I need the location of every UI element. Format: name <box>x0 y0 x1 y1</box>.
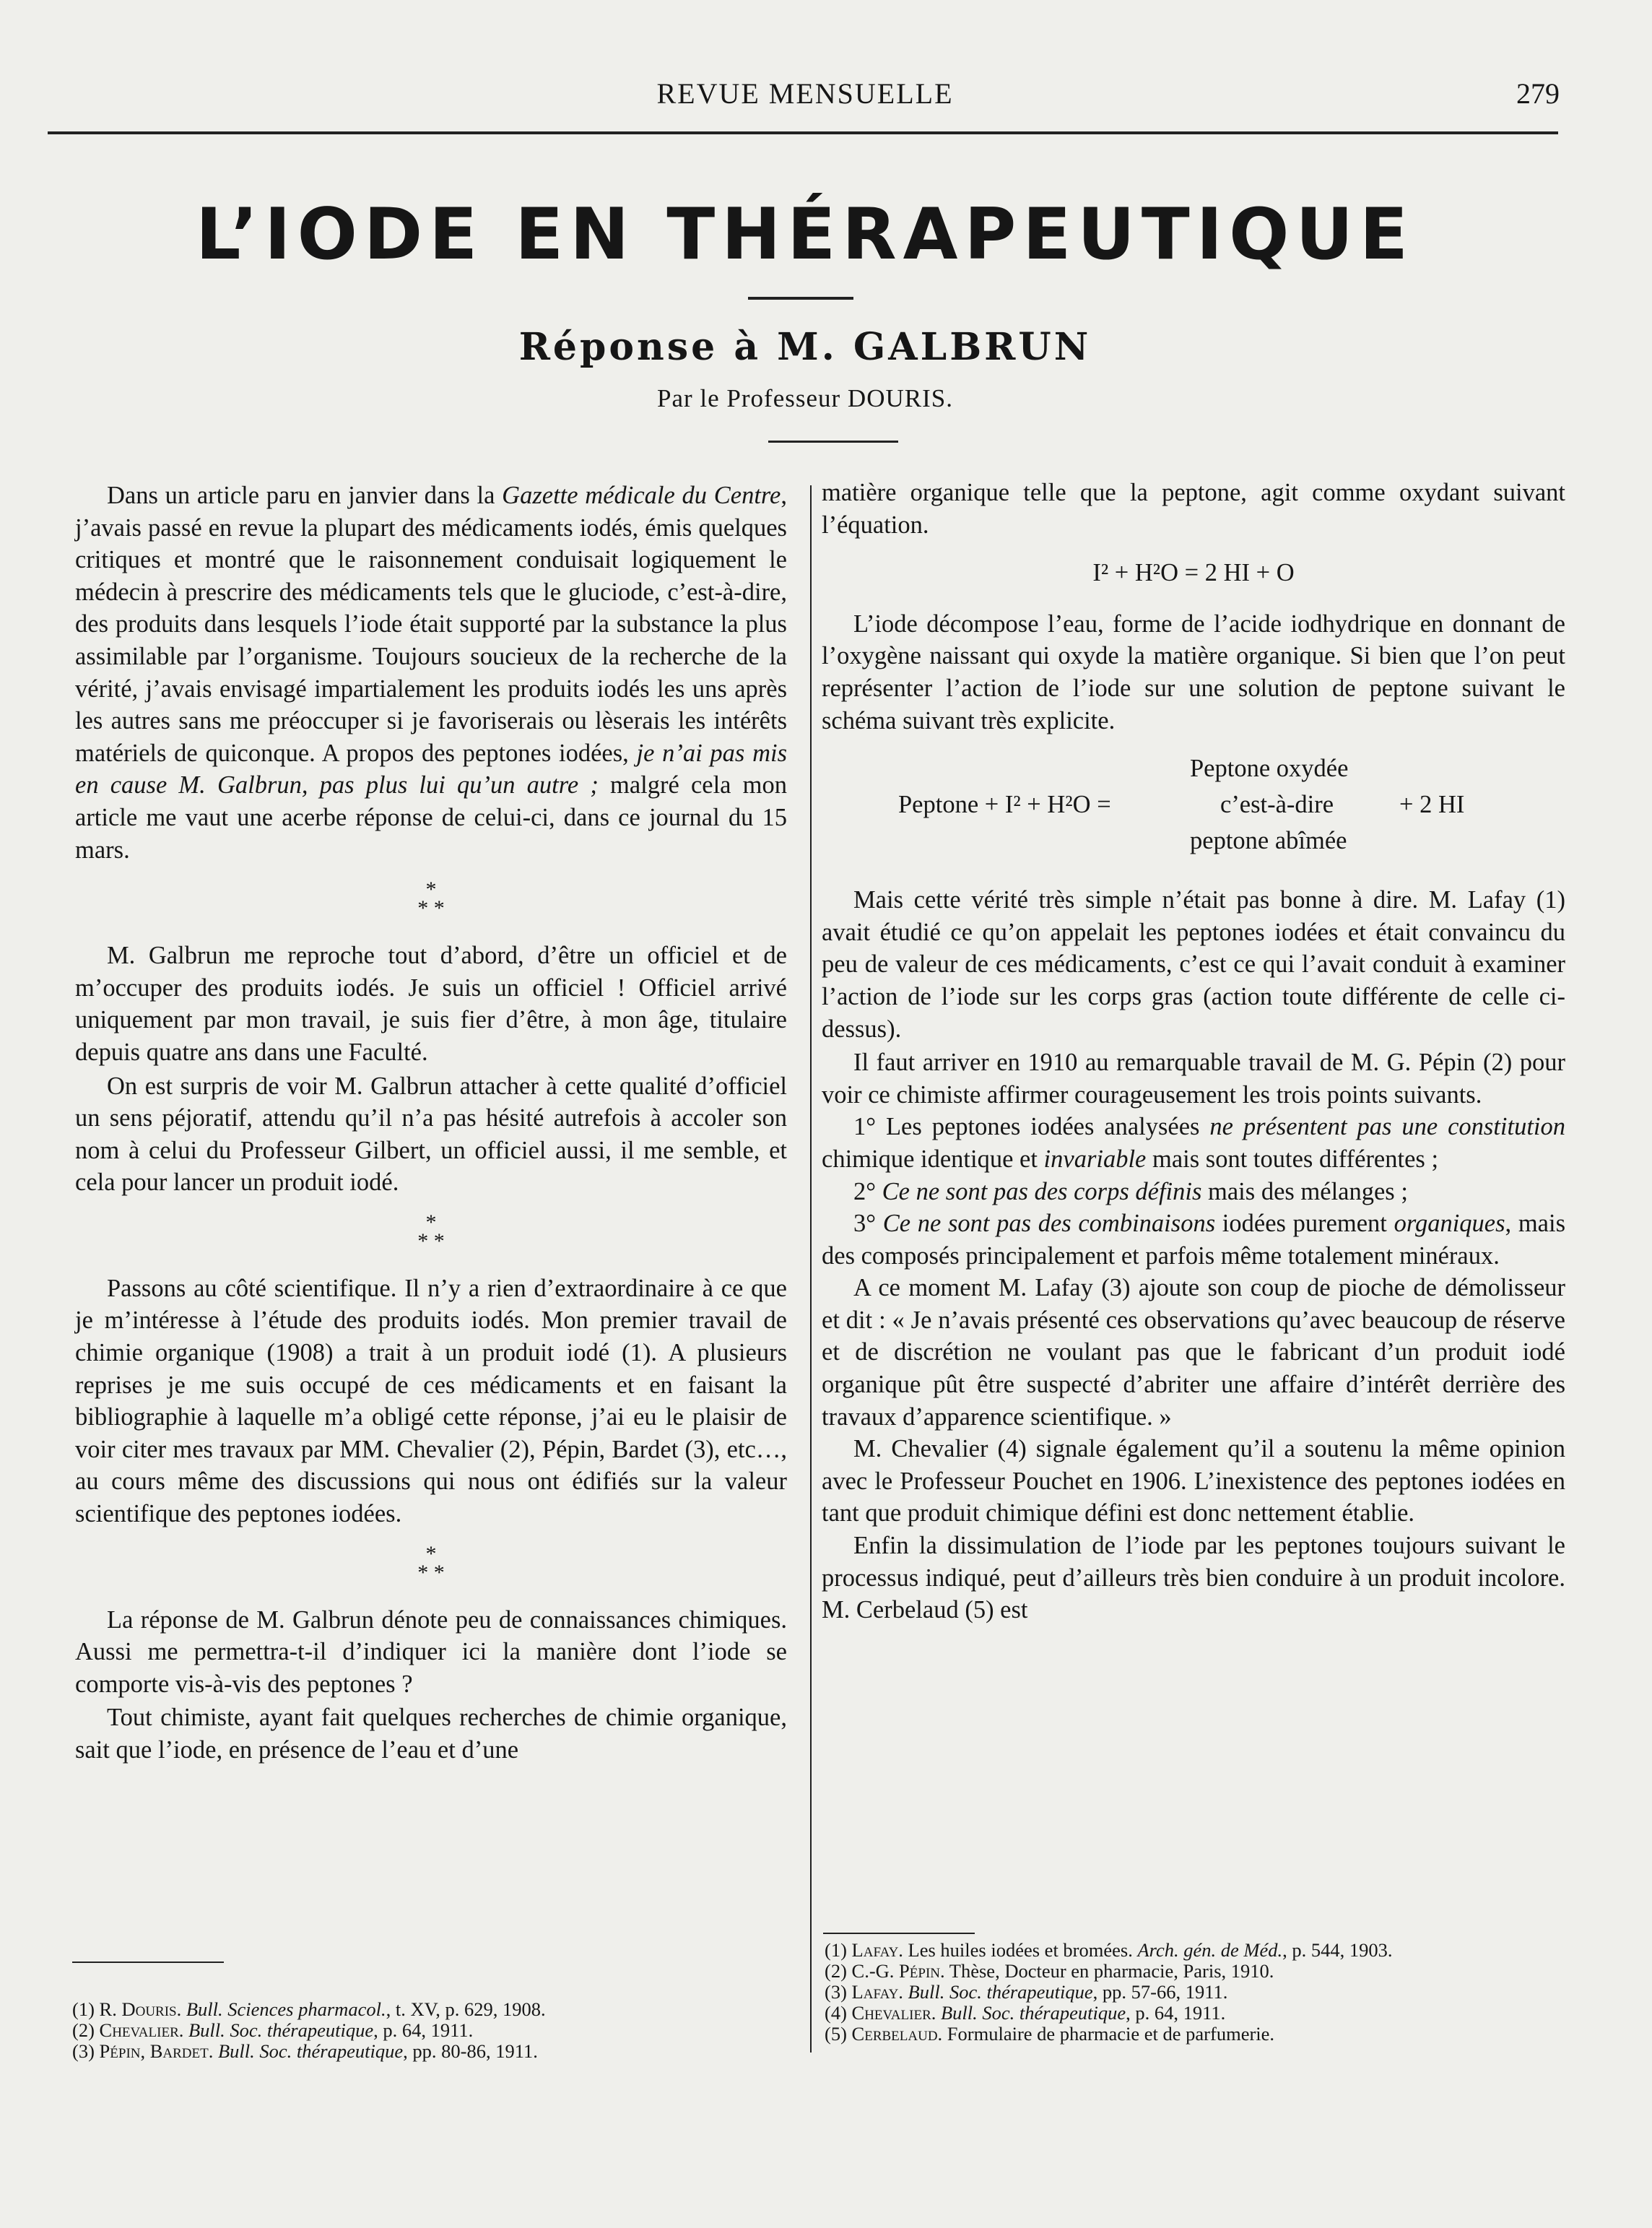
list-item: 2° Ce ne sont pas des corps définis mais des mélanges ; <box>853 1177 1408 1205</box>
section-separator: * * * <box>417 877 445 921</box>
paragraph: Il faut arriver en 1910 au remarquable travail de M. G. Pépin (2) pour voir ce chimiste affirmer courageusement les trois points suivants. <box>822 1049 1565 1109</box>
paragraph: matière organique telle que la peptone, agit comme oxydant suivant l’équation. <box>822 479 1565 539</box>
footnote: (2) Chevalier. Bull. Soc. thérapeutique, p. 64, 1911. <box>72 2019 474 2041</box>
page-number: 279 <box>1516 77 1560 110</box>
list-item: 1° Les peptones iodées analysées ne présentent pas une constitution chimique identique et invariable mais sont toutes différentes ; <box>822 1113 1565 1173</box>
scheme-right: + 2 HI <box>1399 791 1465 819</box>
footnotes-left <box>72 1999 787 2062</box>
section-separator: * * * <box>417 1210 445 1253</box>
scheme-top: Peptone oxydée <box>1190 755 1349 783</box>
left-column <box>75 480 787 1767</box>
scheme-middle: c’est-à-dire <box>1220 791 1334 819</box>
footnote-rule-left <box>72 1962 224 1963</box>
footnote: (2) C.-G. Pépin. Thèse, Docteur en pharmacie, Paris, 1910. <box>825 1960 1274 1982</box>
paragraph: M. Chevalier (4) signale également qu’il a soutenu la même opinion avec le Professeur Pouchet en 1906. L’inexistence des peptones iodées en tant que produit chimique défini est donc nettement établie. <box>822 1435 1565 1527</box>
iodine-water-equation: I² + H²O = 2 HI + O <box>1092 559 1295 587</box>
list-item: 3° Ce ne sont pas des combinaisons iodées purement organiques, mais des composés principalement et parfois même totalement minéraux. <box>822 1210 1565 1270</box>
paragraph: On est surpris de voir M. Galbrun attacher à cette qualité d’officiel un sens péjoratif, attendu qu’il n’a pas hésité autrefois à accoler son nom à celui du Professeur Gilbert, un officiel aussi, il me semble, et cela pour lancer un produit iodé. <box>75 1072 787 1197</box>
footnote: (4) Chevalier. Bull. Soc. thérapeutique, p. 64, 1911. <box>825 2002 1226 2024</box>
column-divider <box>810 485 812 2053</box>
footnote: (1) Lafay. Les huiles iodées et bromées. Arch. gén. de Méd., p. 544, 1903. <box>825 1939 1393 1961</box>
title-rule <box>748 297 853 300</box>
paragraph: Tout chimiste, ayant fait quelques recherches de chimie organique, sait que l’iode, en présence de l’eau et d’une <box>75 1704 787 1764</box>
right-column <box>822 477 1565 1626</box>
paragraph: La réponse de M. Galbrun dénote peu de connaissances chimiques. Aussi me permettra-t-il d’indiquer ici la manière dont l’iode se comporte vis-à-vis des peptones ? <box>75 1605 787 1698</box>
paragraph: M. Galbrun me reproche tout d’abord, d’être un officiel et de m’occuper des produits iodés. Je suis un officiel ! Officiel arrivé uniquement par mon travail, je suis fier d’être, à mon âge, titulaire depuis quatre ans dans une Faculté. <box>75 942 787 1066</box>
scheme-bottom: peptone abîmée <box>1190 827 1347 855</box>
paragraph: Mais cette vérité très simple n’était pas bonne à dire. M. Lafay (1) avait étudié ce qu’on appelait les peptones iodées et était convaincu du peu de valeur de ces médicaments, c’est ce qui l’avait conduit à examiner l’action de l’iode sur les corps gras (action toute différente de celle ci-dessus). <box>822 886 1565 1043</box>
running-header <box>51 77 1560 113</box>
footnote: (3) Lafay. Bull. Soc. thérapeutique, pp. 57-66, 1911. <box>825 1981 1228 2003</box>
paragraph: Dans un article paru en janvier dans la Gazette médicale du Centre, j’avais passé en revue la plupart des médicaments iodés, émis quelques critiques et montré que le raisonnement conduisait logiquement le médecin à prescrire des médicaments tels que le gluciode, c’est-à-dire, des produits dans lesquels l’iode était supporté par la substance la plus assimilable par l’organisme. Toujours soucieux de la recherche de la vérité, j’avais envisagé impartialement les produits iodés les uns après les autres sans me préoccuper si je favoriserais ou lèserais les intérêts matériels de quiconque. A propos des peptones iodées, je n’ai pas mis en cause M. Galbrun, pas plus lui qu’un autre ; malgré cela mon article me vaut une acerbe réponse de celui-ci, dans ce journal du 15 mars. <box>75 482 787 864</box>
header-rule <box>48 131 1558 134</box>
author-byline: Par le Professeur DOURIS. <box>657 384 953 412</box>
paragraph: Passons au côté scientifique. Il n’y a rien d’extraordinaire à ce que je m’intéresse à l’étude des produits iodés. Mon premier travail de chimie organique (1908) a trait à un produit iodé (1). A plusieurs reprises je me suis occupé de ces médicaments et en faisant la bibliographie à laquelle m’a obligé cette réponse, j’ai eu le plaisir de voir citer mes travaux par MM. Chevalier (2), Pépin, Bardet (3), etc…, au cours même des discussions qui nous ont édifiés sur la valeur scientifique des peptones iodées. <box>75 1274 787 1528</box>
article-title: L’IODE EN THÉRAPEUTIQUE <box>195 194 1414 276</box>
footnote-rule-right <box>823 1933 975 1934</box>
paragraph: A ce moment M. Lafay (3) ajoute son coup de pioche de démolisseur et dit : « Je n’avais présenté ces observations qu’avec beaucoup de réserve et de discrétion ne voulant pas que le fabricant d’un produit iodé organique pût être suspecté d’abriter une affaire d’intérêt derrière des travaux d’apparence scientifique. » <box>822 1274 1565 1431</box>
journal-name: REVUE MENSUELLE <box>656 77 954 110</box>
footnotes-right <box>825 1940 1565 2045</box>
section-separator: * * * <box>417 1541 445 1585</box>
paragraph: L’iode décompose l’eau, forme de l’acide iodhydrique en donnant de l’oxygène naissant qui oxyde la matière organique. Si bien que l’on peut représenter l’action de l’iode sur une solution de peptone suivant le schéma suivant très explicite. <box>822 610 1565 734</box>
footnote: (5) Cerbelaud. Formulaire de pharmacie et de parfumerie. <box>825 2023 1275 2045</box>
peptone-reaction-scheme <box>822 744 1565 859</box>
footnote: (3) Pépin, Bardet. Bull. Soc. thérapeutique, pp. 80-86, 1911. <box>72 2040 538 2062</box>
byline-rule <box>768 441 898 443</box>
paragraph: Enfin la dissimulation de l’iode par les peptones toujours suivant le processus indiqué, peut d’ailleurs très bien conduire à un produit incolore. M. Cerbelaud (5) est <box>822 1532 1565 1624</box>
footnote: (1) R. Douris. Bull. Sciences pharmacol., t. XV, p. 629, 1908. <box>72 1998 546 2020</box>
article-subtitle: Réponse à M. GALBRUN <box>518 325 1092 369</box>
scheme-left: Peptone + I² + H²O = <box>898 791 1111 819</box>
journal-title: Gazette médicale du Centre <box>502 482 781 509</box>
